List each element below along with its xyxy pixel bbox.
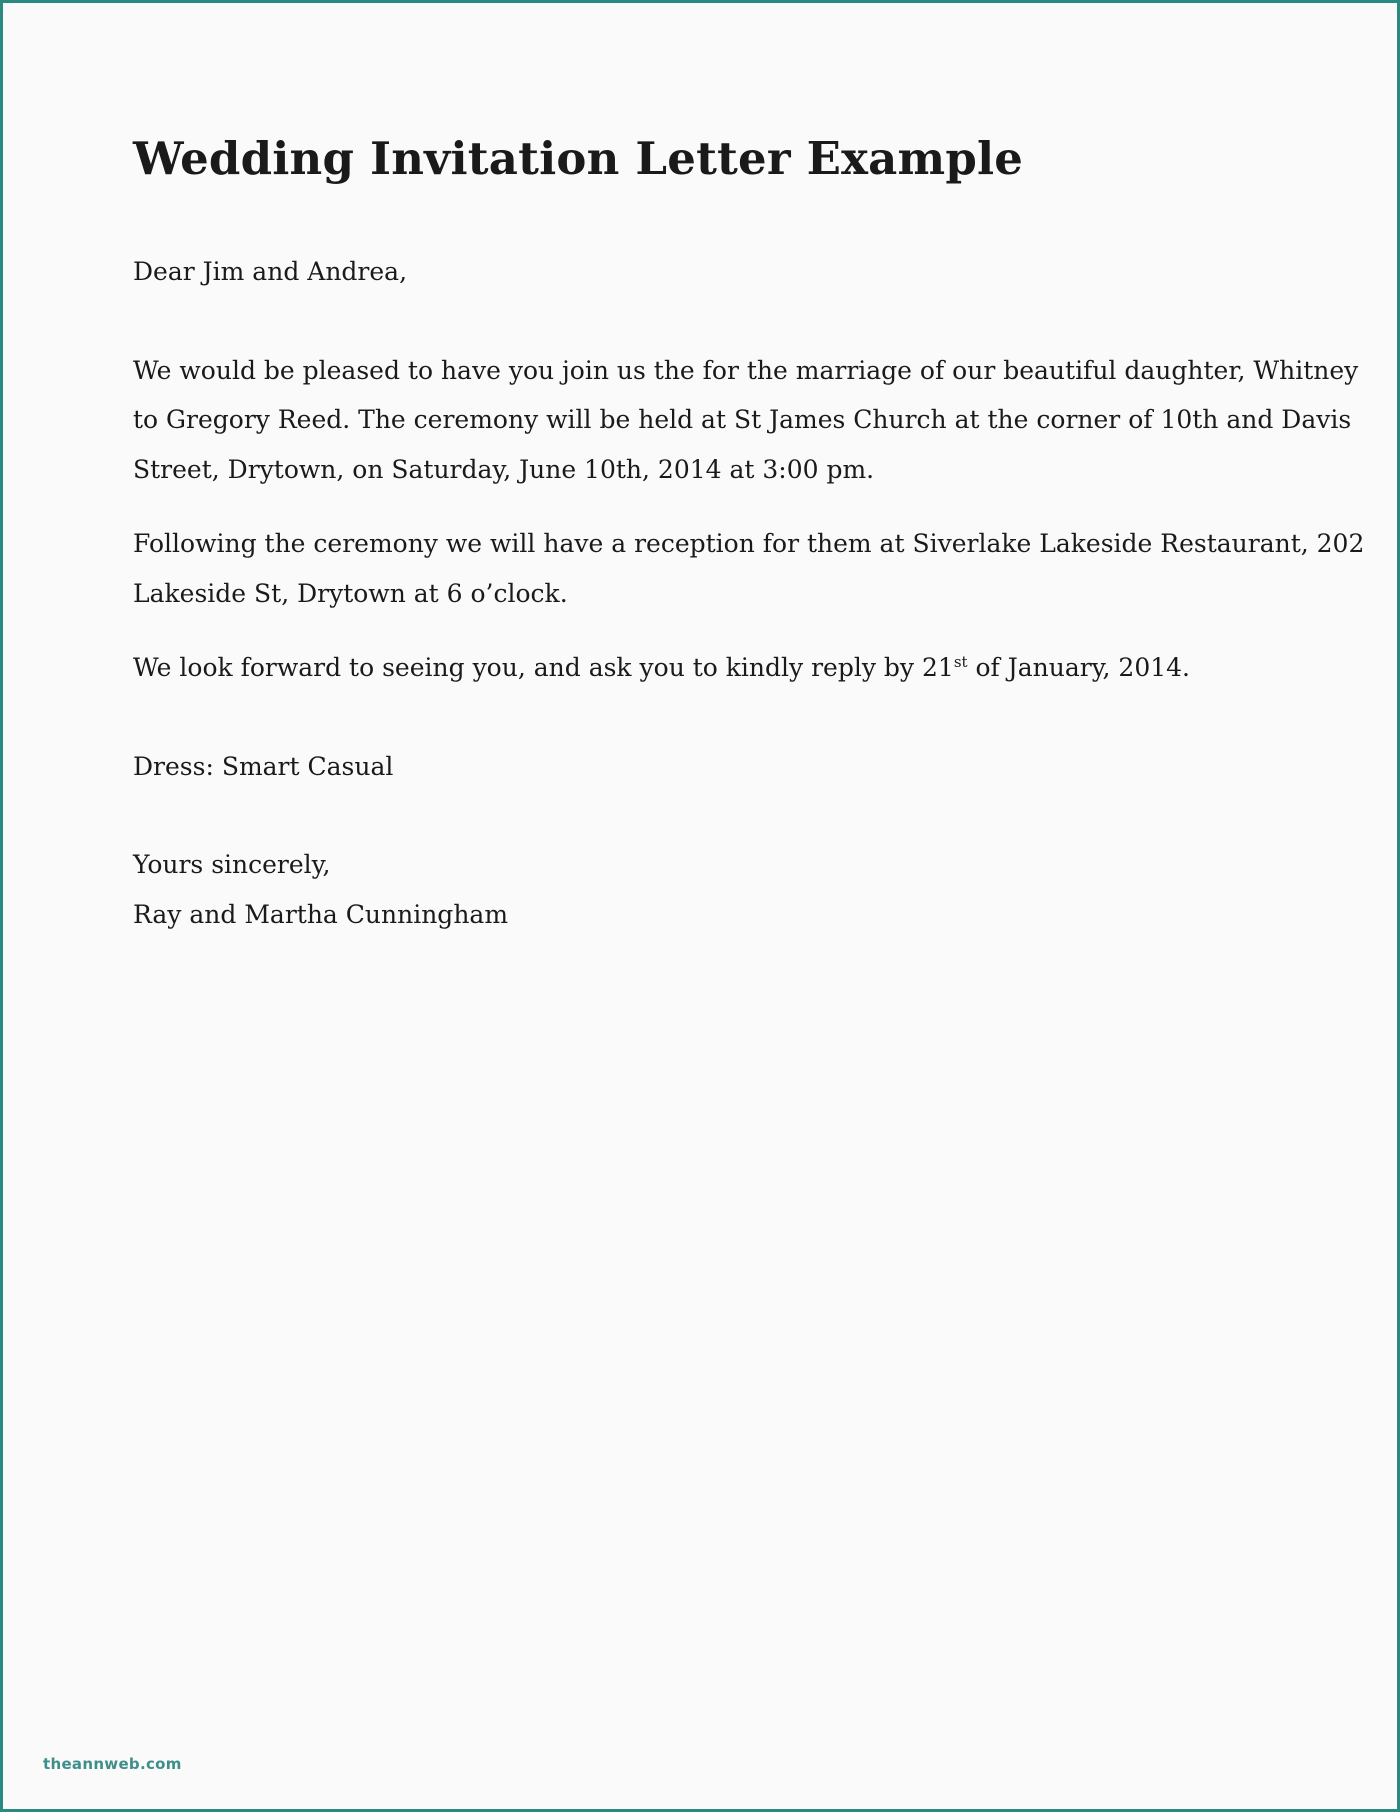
salutation: Dear Jim and Andrea, — [133, 257, 408, 286]
signature: Ray and Martha Cunningham — [133, 899, 509, 929]
letter-body — [133, 123, 1365, 939]
rsvp-text-end: of January, 2014. — [967, 653, 1190, 682]
paragraph-line: to Gregory Reed. The ceremony will be held at St James Church at the corner of 10th and Davis — [133, 405, 1352, 434]
closing: Yours sincerely, — [133, 850, 331, 879]
watermark: theannweb.com — [43, 1755, 182, 1773]
dress-code: Dress: Smart Casual — [133, 751, 394, 781]
paragraph-line: Following the ceremony we will have a reception for them at Siverlake Lakeside Restaurant, 202 — [133, 529, 1365, 558]
document-title: Wedding Invitation Letter Example — [133, 132, 1024, 185]
rsvp-text: We look forward to seeing you, and ask you to kindly reply by 21 — [133, 653, 954, 682]
paragraph-line: Lakeside St, Drytown at 6 o’clock. — [133, 578, 568, 608]
invitation-paragraph — [133, 346, 1359, 495]
rsvp-paragraph — [133, 643, 1273, 693]
paragraph-line: We would be pleased to have you join us the for the marriage of our beautiful daughter, Whitney — [133, 355, 1359, 385]
ordinal-suffix: st — [953, 653, 968, 671]
reception-paragraph — [133, 519, 1365, 618]
paragraph-line: Street, Drytown, on Saturday, June 10th, 2014 at 3:00 pm. — [133, 454, 875, 484]
